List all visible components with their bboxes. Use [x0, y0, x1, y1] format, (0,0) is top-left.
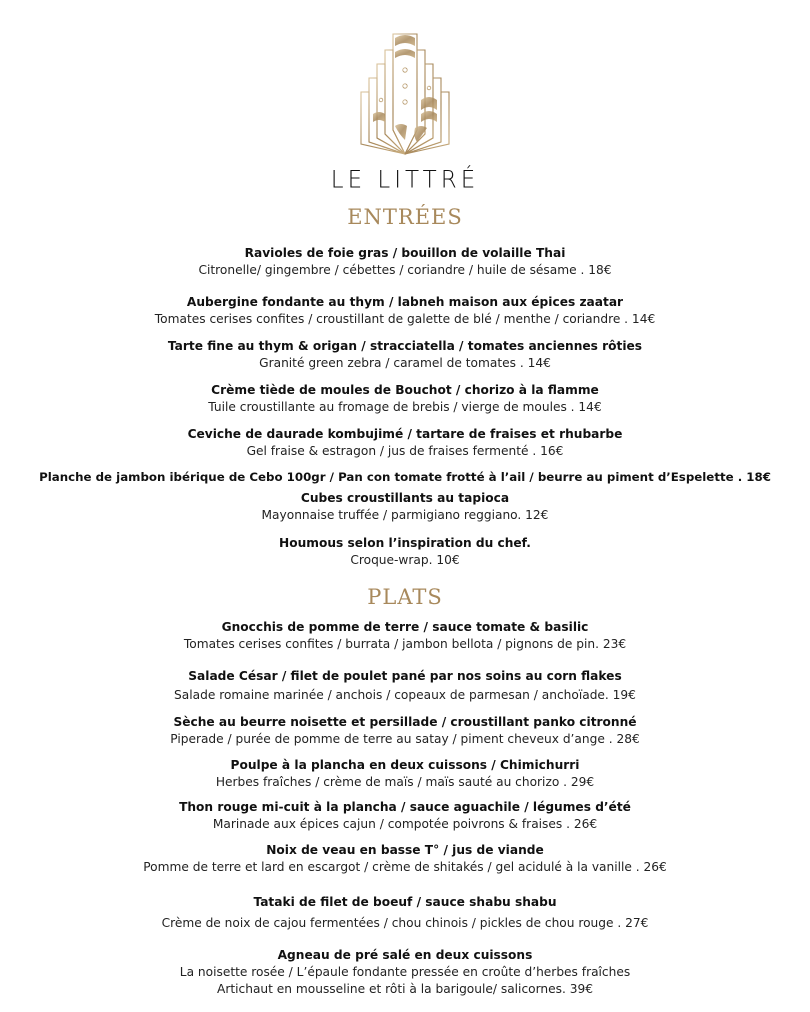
dish-description: Pomme de terre et lard en escargot / crème de shitakés / gel acidulé à la vanille . 26€	[143, 860, 667, 874]
dish-description: Crème de noix de cajou fermentées / chou chinois / pickles de chou rouge . 27€	[161, 916, 649, 930]
dish-item	[0, 757, 810, 791]
dish-name: Thon rouge mi-cuit à la plancha / sauce aguachile / légumes d’été	[179, 800, 631, 814]
dish-item	[0, 947, 810, 998]
dish-name: Ravioles de foie gras / bouillon de volaille Thai	[244, 246, 566, 260]
dish-item	[0, 245, 810, 279]
dish-name: Tataki de filet de boeuf / sauce shabu shabu	[253, 895, 557, 909]
dish-description: Granité green zebra / caramel de tomates . 14€	[259, 356, 551, 370]
dish-item	[0, 469, 810, 486]
dish-item	[0, 382, 810, 416]
dish-name: Salade César / filet de poulet pané par nos soins au corn flakes	[188, 669, 622, 683]
dish-description: Mayonnaise truffée / parmigiano reggiano. 12€	[261, 508, 549, 522]
dish-item	[0, 535, 810, 569]
dish-description: Tuile croustillante au fromage de brebis / vierge de moules . 14€	[208, 400, 602, 414]
dish-description: Herbes fraîches / crème de maïs / maïs sauté au chorizo . 29€	[215, 775, 595, 789]
dish-name: Tarte fine au thym & origan / stracciatella / tomates anciennes rôties	[167, 339, 643, 353]
dish-item	[0, 668, 810, 704]
dish-description: Salade romaine marinée / anchois / copeaux de parmesan / anchoïade. 19€	[174, 688, 636, 702]
dish-description: Marinade aux épices cajun / compotée poivrons & fraises . 26€	[212, 817, 598, 831]
dish-description: Artichaut en mousseline et rôti à la barigoule/ salicornes. 39€	[217, 982, 593, 996]
dish-item	[0, 294, 810, 328]
dish-name: Crème tiède de moules de Bouchot / chorizo à la flamme	[211, 383, 599, 397]
section-title-plats: PLATS	[367, 585, 443, 609]
dish-item	[0, 426, 810, 460]
dish-item	[0, 799, 810, 833]
dish-item	[0, 842, 810, 876]
dish-item	[0, 338, 810, 372]
dish-description: Citronelle/ gingembre / cébettes / coriandre / huile de sésame . 18€	[198, 263, 612, 277]
dish-name: Cubes croustillants au tapioca	[300, 491, 510, 505]
dish-name: Poulpe à la plancha en deux cuissons / Chimichurri	[230, 758, 580, 772]
dish-item	[0, 894, 810, 932]
dish-item	[0, 490, 810, 524]
dish-description: Croque-wrap. 10€	[350, 553, 460, 567]
dish-name: Gnocchis de pomme de terre / sauce tomate & basilic	[221, 620, 589, 634]
dish-name: Sèche au beurre noisette et persillade / croustillant panko citronné	[173, 715, 637, 729]
dish-description: Tomates cerises confites / croustillant de galette de blé / menthe / coriandre . 14€	[154, 312, 656, 326]
dish-description: Gel fraise & estragon / jus de fraises fermenté . 16€	[246, 444, 564, 458]
dish-description: Piperade / purée de pomme de terre au satay / piment cheveux d’ange . 28€	[170, 732, 640, 746]
dish-name: Houmous selon l’inspiration du chef.	[279, 536, 531, 550]
section-title-entrees: ENTRÉES	[347, 205, 463, 229]
dish-item	[0, 714, 810, 748]
dish-description: Tomates cerises confites / burrata / jambon bellota / pignons de pin. 23€	[183, 637, 627, 651]
dish-item	[0, 619, 810, 653]
dish-name: Noix de veau en basse T° / jus de viande	[266, 843, 544, 857]
dish-name: Agneau de pré salé en deux cuissons	[277, 948, 533, 962]
dish-name: Ceviche de daurade kombujimé / tartare de fraises et rhubarbe	[187, 427, 623, 441]
dish-name: Planche de jambon ibérique de Cebo 100gr / Pan con tomate frotté à l’ail / beurre au piment d’Espelette . 18€	[39, 470, 771, 484]
dish-description: La noisette rosée / L’épaule fondante pressée en croûte d’herbes fraîches	[179, 965, 631, 979]
restaurant-name: LE LITTRÉ	[330, 166, 480, 194]
art-deco-fan-logo-icon	[355, 30, 455, 160]
dish-name: Aubergine fondante au thym / labneh maison aux épices zaatar	[186, 295, 624, 309]
